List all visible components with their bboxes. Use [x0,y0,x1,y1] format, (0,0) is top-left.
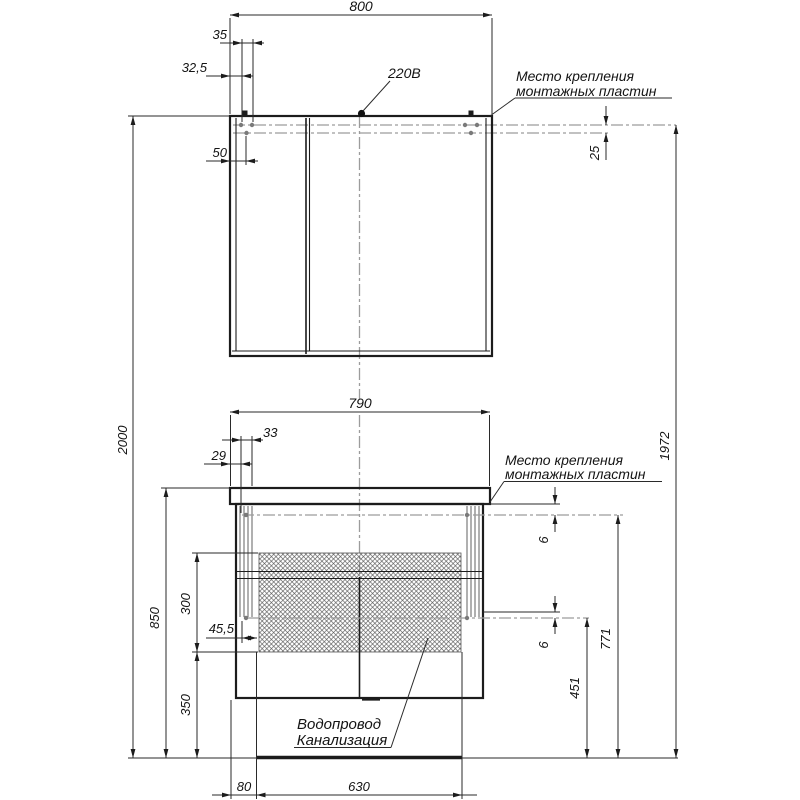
power-label: 220В [388,65,421,81]
mounting-hole [475,123,479,127]
dim-35-label: 35 [212,27,227,42]
dim-1972-label: 1972 [657,431,672,461]
mounting-hole [465,513,469,517]
mounting-hole [244,616,248,620]
dim-451-label: 451 [567,677,582,699]
dim-771-label: 771 [598,628,613,650]
dim-2000-label: 2000 [115,425,130,455]
plumbing-line2: Канализация [296,732,388,749]
power-connection-dot [358,110,365,117]
mounting-mark-right [469,111,474,116]
dim-630-label: 630 [348,779,370,794]
dim-33-label: 33 [263,425,278,440]
dim-6-top-label: 6 [536,536,551,544]
mounting-mark-left [243,111,248,116]
mounting-hole [239,123,243,127]
mounting-hole [250,123,254,127]
dim-32-5-label: 32,5 [181,60,207,75]
dim-25-label: 25 [587,145,602,161]
mount-callout-upper-line2: монтажных пластин [516,83,657,99]
floor-line [128,758,678,759]
dim-350-label: 350 [178,694,193,716]
mount-callout-lower-line2: монтажных пластин [505,466,646,482]
plumbing-line1: Водопровод [296,716,382,733]
dim-6-bottom-label: 6 [536,641,551,649]
mounting-hole [469,131,473,135]
dim-800-label: 800 [349,0,373,14]
mount-callout-lower-line1: Место крепления [505,452,624,468]
mounting-hole [465,616,469,620]
dim-80-label: 80 [236,779,252,794]
dim-790-label: 790 [348,395,372,411]
dim-300-label: 300 [178,593,193,615]
mounting-hole [463,123,467,127]
dim-45-5-label: 45,5 [208,621,234,636]
mounting-hole [244,131,248,135]
mounting-hole [244,513,248,517]
dim-850-label: 850 [147,607,162,629]
dim-50-label: 50 [212,145,227,160]
dim-29-label: 29 [211,448,226,463]
mount-callout-upper-line1: Место крепления [516,68,635,84]
